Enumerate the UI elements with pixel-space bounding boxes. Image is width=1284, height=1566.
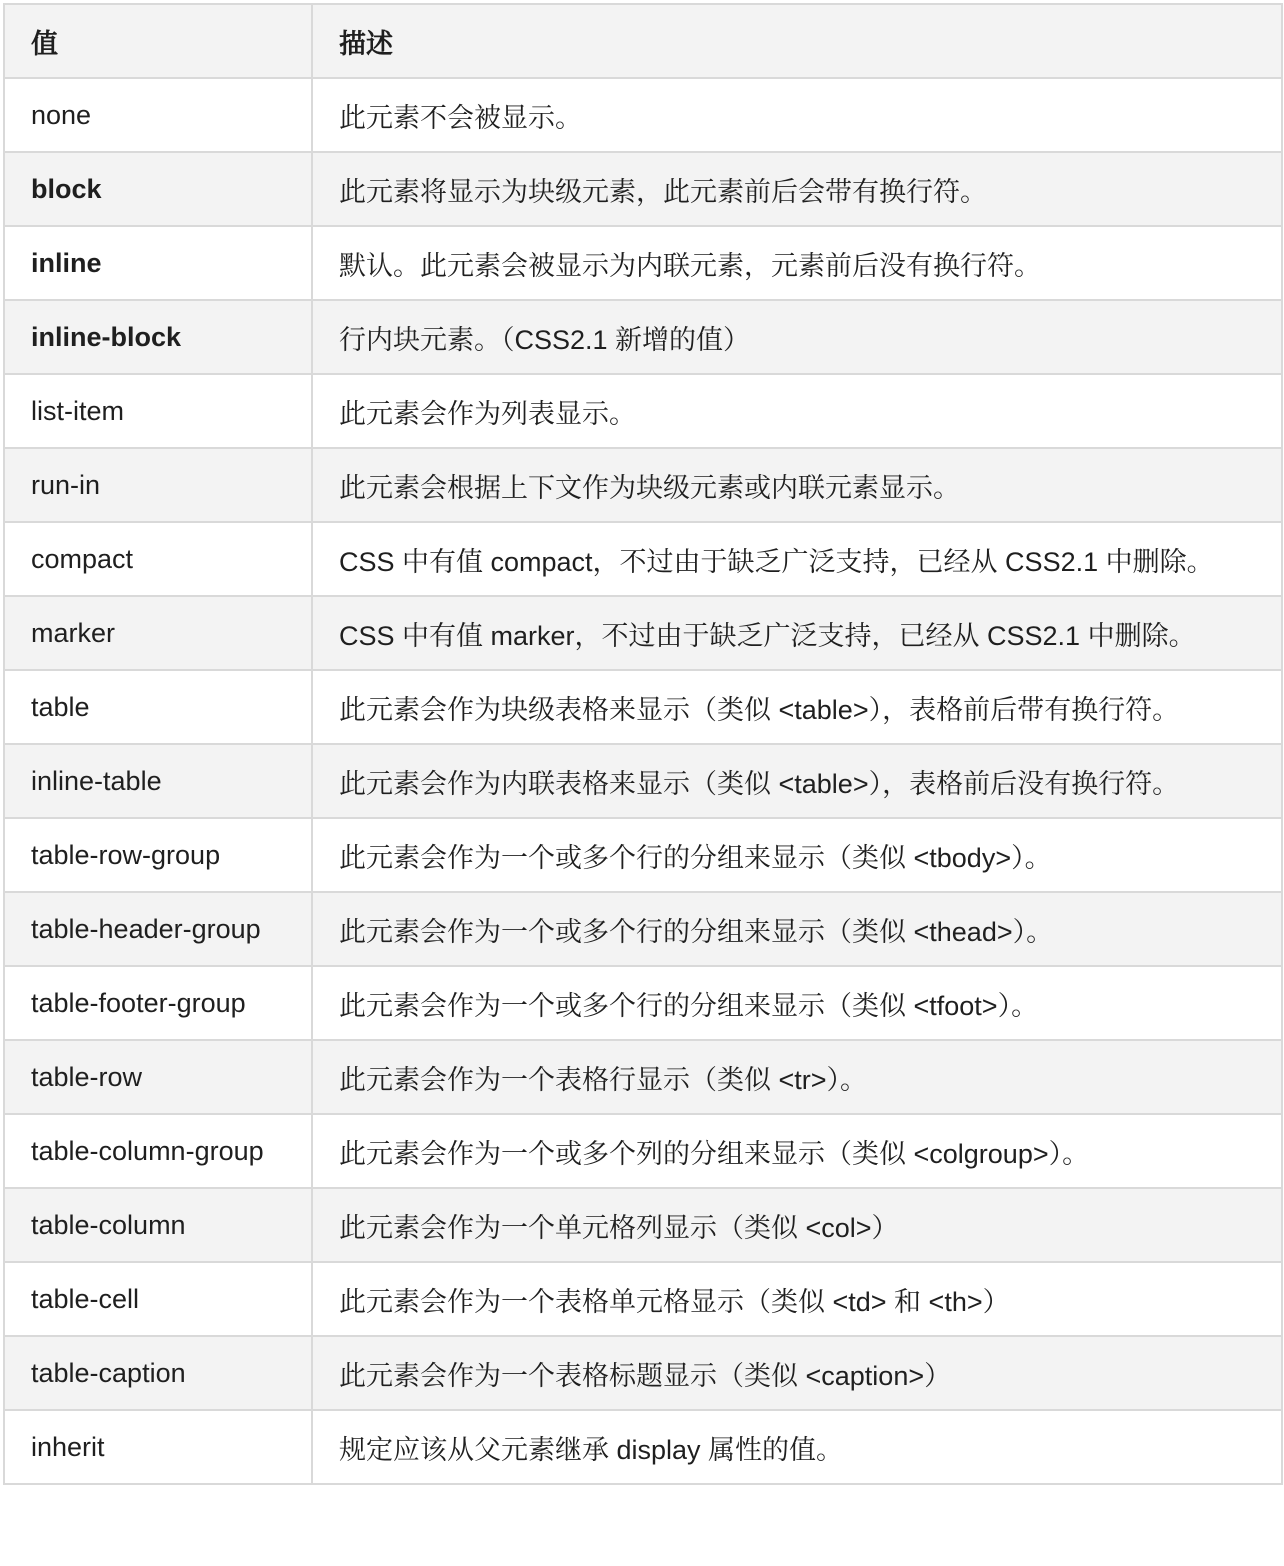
- value-cell: table-header-group: [4, 892, 312, 966]
- description-cell: 此元素会作为列表显示。: [312, 374, 1282, 448]
- table-header-row: [4, 4, 1282, 78]
- table-row: [4, 1188, 1282, 1262]
- value-cell: table-column: [4, 1188, 312, 1262]
- table-row: [4, 1336, 1282, 1410]
- description-cell: 此元素会作为一个或多个行的分组来显示（类似 <thead>）。: [312, 892, 1282, 966]
- description-cell: 此元素将显示为块级元素，此元素前后会带有换行符。: [312, 152, 1282, 226]
- value-cell: table-row-group: [4, 818, 312, 892]
- value-cell: inline: [4, 226, 312, 300]
- table-row: [4, 152, 1282, 226]
- table-row: [4, 1114, 1282, 1188]
- table-row: [4, 1040, 1282, 1114]
- value-cell: block: [4, 152, 312, 226]
- description-cell: 默认。此元素会被显示为内联元素，元素前后没有换行符。: [312, 226, 1282, 300]
- table-row: [4, 522, 1282, 596]
- description-cell: 此元素会作为一个表格标题显示（类似 <caption>）: [312, 1336, 1282, 1410]
- value-cell: table-footer-group: [4, 966, 312, 1040]
- description-cell: CSS 中有值 marker，不过由于缺乏广泛支持，已经从 CSS2.1 中删除。: [312, 596, 1282, 670]
- table-row: [4, 892, 1282, 966]
- value-cell: table-row: [4, 1040, 312, 1114]
- value-cell: table-column-group: [4, 1114, 312, 1188]
- table-row: [4, 818, 1282, 892]
- header-value: 值: [4, 4, 312, 78]
- table-body: [4, 78, 1282, 1484]
- description-cell: 行内块元素。（CSS2.1 新增的值）: [312, 300, 1282, 374]
- table-row: [4, 78, 1282, 152]
- description-cell: 规定应该从父元素继承 display 属性的值。: [312, 1410, 1282, 1484]
- description-cell: CSS 中有值 compact，不过由于缺乏广泛支持，已经从 CSS2.1 中删除。: [312, 522, 1282, 596]
- table-row: [4, 448, 1282, 522]
- value-cell: table: [4, 670, 312, 744]
- value-cell: table-cell: [4, 1262, 312, 1336]
- value-cell: table-caption: [4, 1336, 312, 1410]
- value-cell: inline-table: [4, 744, 312, 818]
- description-cell: 此元素会作为一个单元格列显示（类似 <col>）: [312, 1188, 1282, 1262]
- description-cell: 此元素会根据上下文作为块级元素或内联元素显示。: [312, 448, 1282, 522]
- description-cell: 此元素会作为一个或多个行的分组来显示（类似 <tbody>）。: [312, 818, 1282, 892]
- table-row: [4, 596, 1282, 670]
- description-cell: 此元素会作为块级表格来显示（类似 <table>），表格前后带有换行符。: [312, 670, 1282, 744]
- table-row: [4, 966, 1282, 1040]
- table-row: [4, 670, 1282, 744]
- value-cell: inline-block: [4, 300, 312, 374]
- value-cell: compact: [4, 522, 312, 596]
- table-row: [4, 226, 1282, 300]
- description-cell: 此元素会作为一个或多个行的分组来显示（类似 <tfoot>）。: [312, 966, 1282, 1040]
- description-cell: 此元素会作为一个或多个列的分组来显示（类似 <colgroup>）。: [312, 1114, 1282, 1188]
- header-description: 描述: [312, 4, 1282, 78]
- table-row: [4, 1410, 1282, 1484]
- value-cell: list-item: [4, 374, 312, 448]
- description-cell: 此元素会作为内联表格来显示（类似 <table>），表格前后没有换行符。: [312, 744, 1282, 818]
- display-values-table: [3, 3, 1283, 1485]
- table-row: [4, 1262, 1282, 1336]
- description-cell: 此元素会作为一个表格行显示（类似 <tr>）。: [312, 1040, 1282, 1114]
- table-row: [4, 300, 1282, 374]
- table-row: [4, 374, 1282, 448]
- description-cell: 此元素会作为一个表格单元格显示（类似 <td> 和 <th>）: [312, 1262, 1282, 1336]
- value-cell: none: [4, 78, 312, 152]
- description-cell: 此元素不会被显示。: [312, 78, 1282, 152]
- table-row: [4, 744, 1282, 818]
- value-cell: run-in: [4, 448, 312, 522]
- value-cell: inherit: [4, 1410, 312, 1484]
- value-cell: marker: [4, 596, 312, 670]
